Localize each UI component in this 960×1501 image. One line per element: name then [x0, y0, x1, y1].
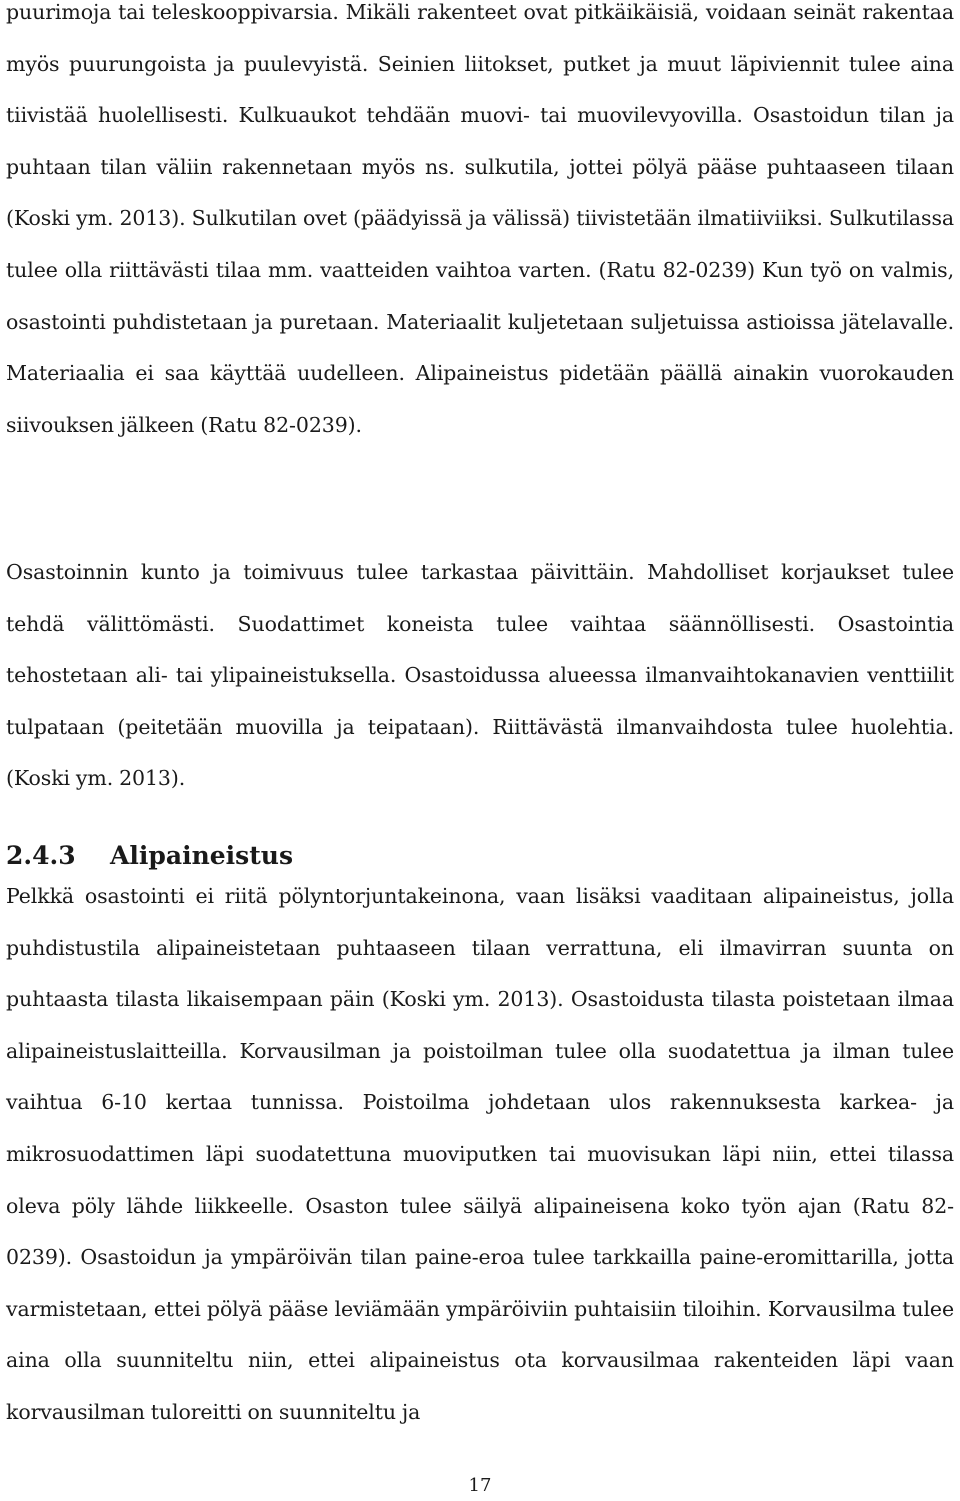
body-paragraph-3: Pelkkä osastointi ei riitä pölyntorjuntakeinona, vaan lisäksi vaaditaan alipaineistus, jolla puhdistustila alipaineistetaan puhtaaseen tilaan verrattuna, eli ilmavirran suunta on puhtaasta tilasta likaisempaan päin (Koski ym. 2013). Osastoidusta tilasta poistetaan ilmaa alipaineistuslaitteilla. Korvausilman ja poistoilman tulee olla suodatettua ja ilman tulee vaihtua 6-10 kertaa tunnissa. Poistoilma johdetaan ulos rakennuksesta karkea- ja mikrosuodattimen läpi suodatettuna muoviputken tai muovisukan läpi niin, ettei tilassa oleva pöly lähde liikkeelle. Osaston tulee säilyä alipaineisena koko työn ajan (Ratu 82-0239). Osastoidun ja ympäröivän tilan paine-eroa tulee tarkkailla paine-eromittarilla, jotta varmistetaan, ettei pölyä pääse leviämään ympäröiviin puhtaisiin tiloihin. Korvausilma tulee aina olla suunniteltu niin, ettei alipaineistus ota korvausilmaa rakenteiden läpi vaan korvausilman tuloreitti on suunniteltu ja [6, 884, 954, 1424]
body-paragraph-1: puurimoja tai teleskooppivarsia. Mikäli rakenteet ovat pitkäikäisiä, voidaan seinät rakentaa myös puurungoista ja puulevyistä. Seinien liitokset, putket ja muut läpiviennit tulee aina tiivistää huolellisesti. Kulkuaukot tehdään muovi- tai muovilevyovilla. Osastoidun tilan ja puhtaan tilan väliin rakennetaan myös ns. sulkutila, jottei pölyä pääse puhtaaseen tilaan (Koski ym. 2013). Sulkutilan ovet (päädyissä ja välissä) tiivistetään ilmatiiviiksi. Sulkutilassa tulee olla riittävästi tilaa mm. vaatteiden vaihtoa varten. (Ratu 82-0239) Kun työ on valmis, osastointi puhdistetaan ja puretaan. Materiaalit kuljetetaan suljetuissa astioissa jätelavalle. Materiaalia ei saa käyttää uudelleen. Alipaineistus pidetään päällä ainakin vuorokauden siivouksen jälkeen (Ratu 82-0239). [6, 0, 954, 437]
body-paragraph-2: Osastoinnin kunto ja toimivuus tulee tarkastaa päivittäin. Mahdolliset korjaukset tulee tehdä välittömästi. Suodattimet koneista tulee vaihtaa säännöllisesti. Osastointia tehostetaan ali- tai ylipaineistuksella. Osastoidussa alueessa ilmanvaihtokanavien venttiilit tulpataan (peitetään muovilla ja teipataan). Riittävästä ilmanvaihdosta tulee huolehtia. (Koski ym. 2013). [6, 560, 954, 791]
section-number: 2.4.3 [6, 841, 76, 870]
page-number: 17 [468, 1475, 492, 1496]
section-title: Alipaineistus [110, 841, 294, 870]
